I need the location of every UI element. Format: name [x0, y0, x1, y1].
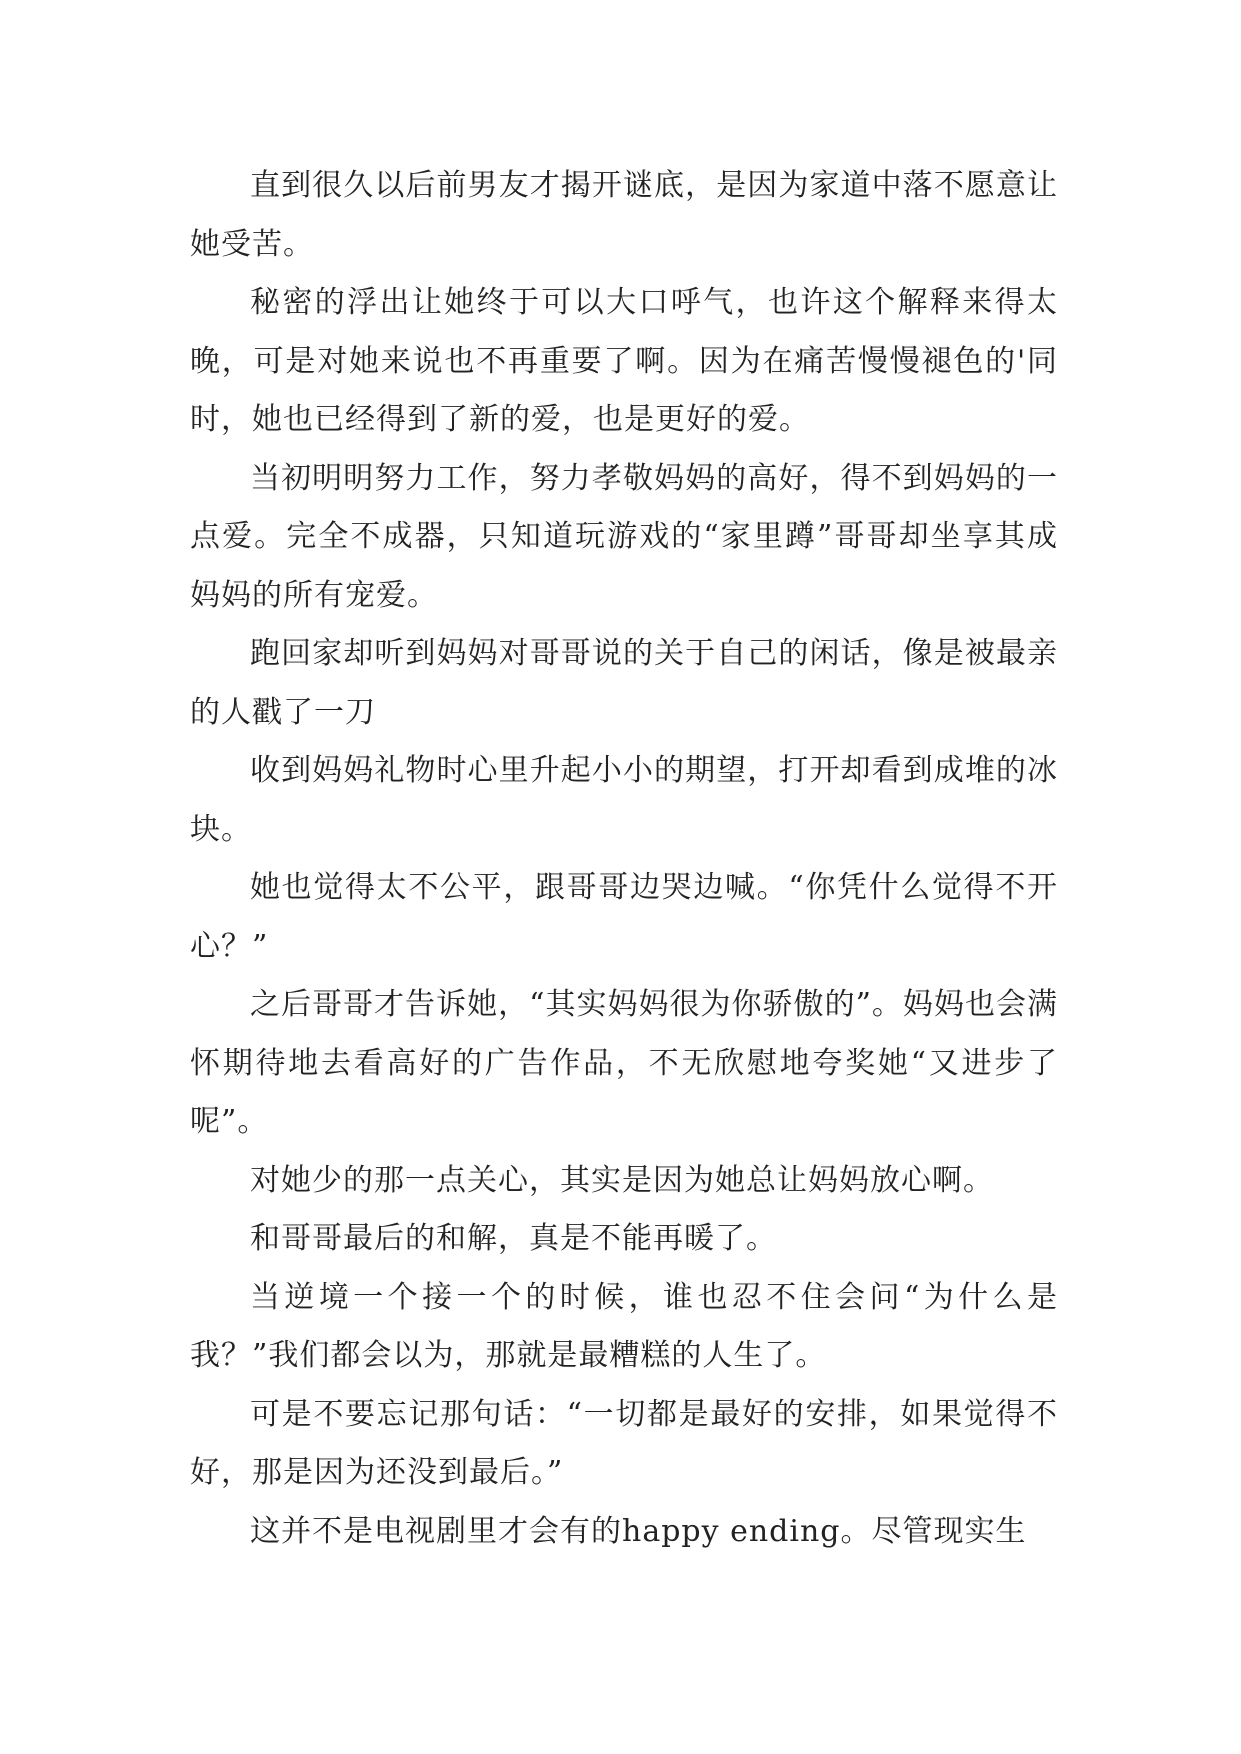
paragraph: 可是不要忘记那句话：“一切都是最好的安排，如果觉得不好，那是因为还没到最后。” — [190, 1396, 1058, 1490]
document-body — [190, 157, 1058, 1561]
paragraph: 秘密的浮出让她终于可以大口呼气，也许这个解释来得太晚，可是对她来说也不再重要了啊。因为在痛苦慢慢褪色的'同时，她也已经得到了新的爱，也是更好的爱。 — [190, 285, 1058, 437]
paragraph: 当初明明努力工作，努力孝敬妈妈的高好，得不到妈妈的一点爱。完全不成器，只知道玩游戏的“家里蹲”哥哥却坐享其成妈妈的所有宠爱。 — [190, 460, 1058, 613]
paragraph: 和哥哥最后的和解，真是不能再暖了。 — [250, 1221, 777, 1256]
paragraph: 这并不是电视剧里才会有的happy ending。尽管现实生 — [250, 1513, 1027, 1549]
paragraph: 直到很久以后前男友才揭开谜底，是因为家道中落不愿意让她受苦。 — [190, 168, 1058, 262]
paragraph: 当逆境一个接一个的时候，谁也忍不住会问“为什么是我？”我们都会以为，那就是最糟糕的人生了。 — [190, 1279, 1058, 1373]
paragraph: 收到妈妈礼物时心里升起小小的期望，打开却看到成堆的冰块。 — [190, 753, 1058, 847]
paragraph: 之后哥哥才告诉她，“其实妈妈很为你骄傲的”。妈妈也会满怀期待地去看高好的广告作品，不无欣慰地夸奖她“又进步了呢”。 — [190, 987, 1058, 1139]
paragraph: 她也觉得太不公平，跟哥哥边哭边喊。“你凭什么觉得不开心？” — [190, 870, 1058, 964]
paragraph: 对她少的那一点关心，其实是因为她总让妈妈放心啊。 — [250, 1162, 994, 1198]
paragraph: 跑回家却听到妈妈对哥哥说的关于自己的闲话，像是被最亲的人戳了一刀 — [190, 636, 1058, 730]
